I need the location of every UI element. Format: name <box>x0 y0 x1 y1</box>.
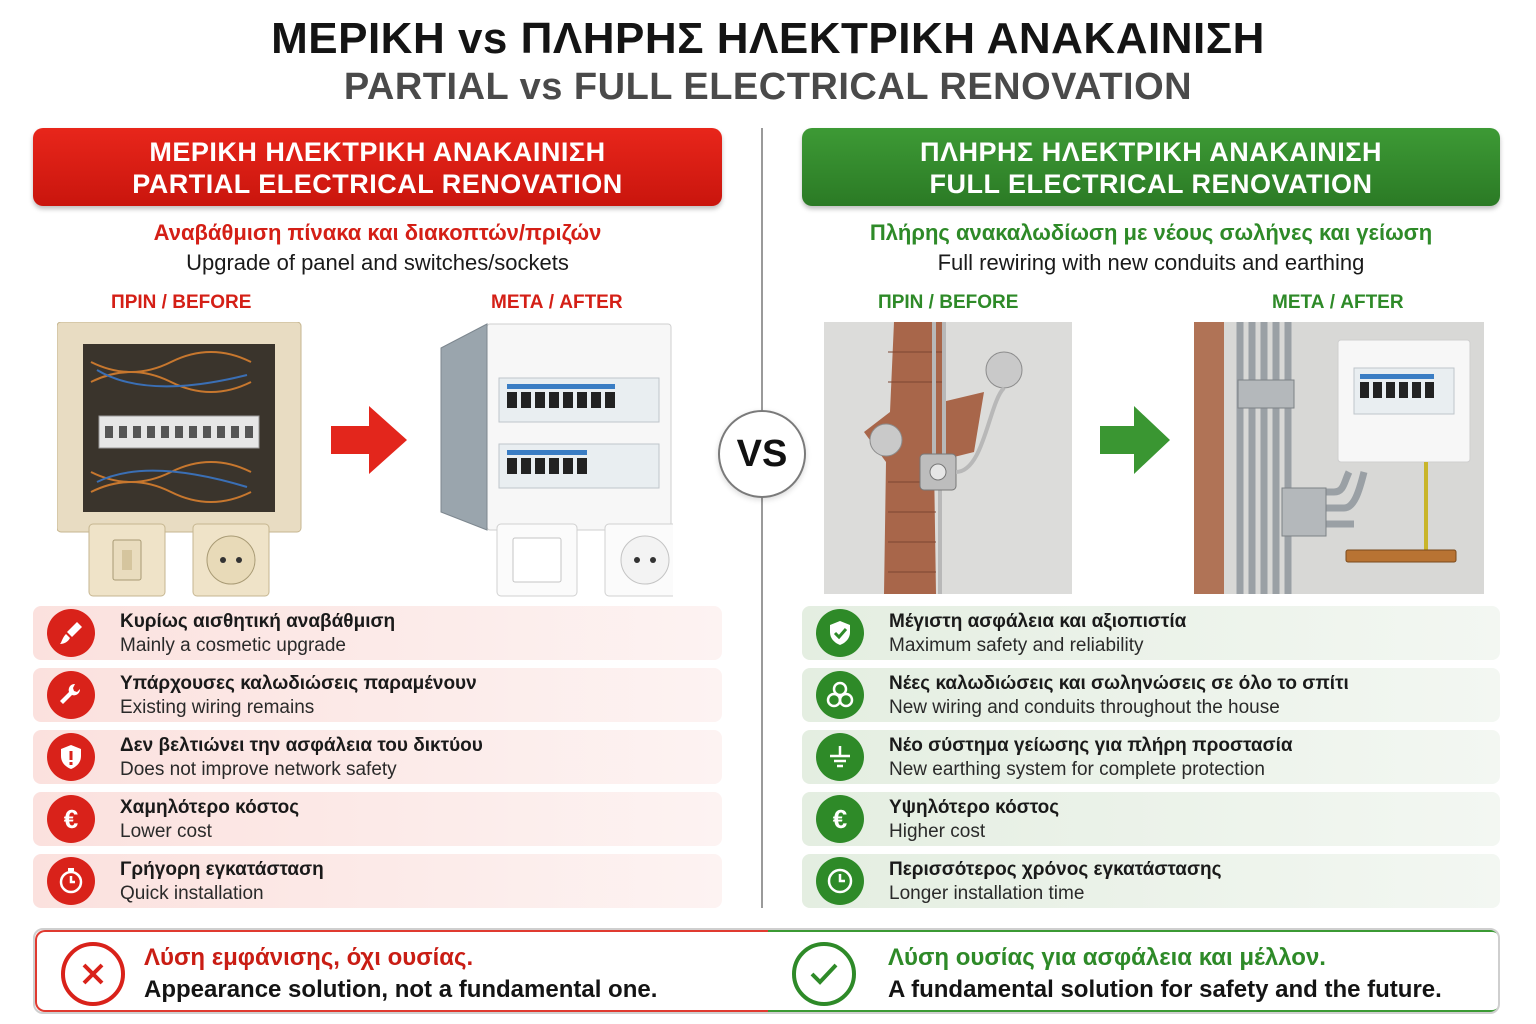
new-conduits-image <box>1194 322 1484 594</box>
old-panel-image <box>57 322 303 598</box>
feature-text-greek: Υψηλότερο κόστος <box>889 797 1060 818</box>
partial-banner-greek: ΜΕΡΙΚΗ ΗΛΕΚΤΡΙΚΗ ΑΝΑΚΑΙΝΙΣΗ <box>149 137 606 167</box>
shield-alert-icon <box>47 733 95 781</box>
page-title-english: PARTIAL vs FULL ELECTRICAL RENOVATION <box>343 66 1193 108</box>
partial-feature-list <box>33 606 722 916</box>
partial-banner <box>33 128 722 206</box>
partial-feature-time <box>33 854 722 908</box>
partial-renovation-column <box>33 128 722 904</box>
partial-feature-cost <box>33 792 722 846</box>
partial-banner-english: PARTIAL ELECTRICAL RENOVATION <box>132 169 623 199</box>
feature-text-greek: Νέο σύστημα γείωσης για πλήρη προστασία <box>889 735 1293 756</box>
euro-icon: € <box>816 795 864 843</box>
feature-text-greek: Γρήγορη εγκατάσταση <box>120 859 324 880</box>
full-banner-english: FULL ELECTRICAL RENOVATION <box>929 169 1373 199</box>
feature-text-greek: Χαμηλότερο κόστος <box>120 797 300 818</box>
feature-text-greek: Κυρίως αισθητική αναβάθμιση <box>120 611 396 632</box>
new-panel-image <box>437 322 673 598</box>
feature-text-english: Higher cost <box>889 821 986 842</box>
full-before-label: ΠΡΙΝ / BEFORE <box>878 292 1019 313</box>
full-arrow-icon <box>1100 406 1170 474</box>
euro-icon: € <box>47 795 95 843</box>
feature-text-english: Longer installation time <box>889 883 1085 904</box>
feature-text-greek: Μέγιστη ασφάλεια και αξιοπιστία <box>889 611 1187 632</box>
partial-before-label: ΠΡΙΝ / BEFORE <box>111 292 252 313</box>
feature-text-greek: Υπάρχουσες καλωδιώσεις παραμένουν <box>120 673 477 694</box>
center-divider <box>761 128 763 908</box>
feature-text-greek: Περισσότερος χρόνος εγκατάστασης <box>889 859 1222 880</box>
feature-text-english: Lower cost <box>120 821 212 842</box>
partial-after-label: ΜΕΤΑ / AFTER <box>491 292 623 313</box>
partial-verdict-greek: Λύση εμφάνισης, όχι ουσίας. <box>144 944 474 971</box>
feature-text-english: Existing wiring remains <box>120 697 315 718</box>
full-subtitle-english: Full rewiring with new conduits and earthing <box>937 250 1365 275</box>
full-feature-list <box>802 606 1500 916</box>
paintbrush-icon <box>47 609 95 657</box>
partial-feature-wiring <box>33 668 722 722</box>
full-verdict-greek: Λύση ουσίας για ασφάλεια και μέλλον. <box>888 944 1326 971</box>
partial-verdict <box>35 930 768 1012</box>
full-subtitle-greek: Πλήρης ανακαλωδίωση με νέους σωλήνες και γείωση <box>869 220 1433 245</box>
partial-subtitle-english: Upgrade of panel and switches/sockets <box>186 250 569 275</box>
full-verdict <box>768 930 1500 1012</box>
verdict-bar <box>33 928 1500 1014</box>
feature-text-english: Maximum safety and reliability <box>889 635 1144 656</box>
full-feature-safety <box>802 606 1500 660</box>
full-feature-earthing <box>802 730 1500 784</box>
shield-check-icon <box>816 609 864 657</box>
full-renovation-column <box>802 128 1500 904</box>
full-feature-cost <box>802 792 1500 846</box>
earthing-icon <box>816 733 864 781</box>
full-verdict-english: A fundamental solution for safety and the future. <box>888 976 1442 1003</box>
partial-feature-safety <box>33 730 722 784</box>
feature-text-english: Does not improve network safety <box>120 759 397 780</box>
feature-text-english: Mainly a cosmetic upgrade <box>120 635 346 656</box>
partial-feature-cosmetic <box>33 606 722 660</box>
wrench-icon <box>47 671 95 719</box>
feature-text-english: New earthing system for complete protection <box>889 759 1265 780</box>
page-title-greek: ΜΕΡΙΚΗ vs ΠΛΗΡΗΣ ΗΛΕΚΤΡΙΚΗ ΑΝΑΚΑΙΝΙΣΗ <box>271 14 1265 63</box>
clock-icon <box>816 857 864 905</box>
feature-text-english: New wiring and conduits throughout the house <box>889 697 1280 718</box>
cable-bundle-icon <box>816 671 864 719</box>
timer-icon <box>47 857 95 905</box>
x-circle-icon <box>61 942 125 1006</box>
full-feature-time <box>802 854 1500 908</box>
full-after-label: ΜΕΤΑ / AFTER <box>1272 292 1404 313</box>
open-wall-image <box>824 322 1072 594</box>
full-feature-wiring <box>802 668 1500 722</box>
partial-subtitle-greek: Αναβάθμιση πίνακα και διακοπτών/πριζών <box>153 220 602 245</box>
full-banner <box>802 128 1500 206</box>
feature-text-greek: Δεν βελτιώνει την ασφάλεια του δικτύου <box>120 735 483 756</box>
partial-arrow-icon <box>331 406 407 474</box>
check-circle-icon <box>792 942 856 1006</box>
feature-text-english: Quick installation <box>120 883 264 904</box>
full-banner-greek: ΠΛΗΡΗΣ ΗΛΕΚΤΡΙΚΗ ΑΝΑΚΑΙΝΙΣΗ <box>920 137 1382 167</box>
feature-text-greek: Νέες καλωδιώσεις και σωληνώσεις σε όλο το σπίτι <box>889 673 1349 694</box>
partial-verdict-english: Appearance solution, not a fundamental one. <box>144 976 658 1003</box>
vs-badge: VS <box>718 410 806 498</box>
